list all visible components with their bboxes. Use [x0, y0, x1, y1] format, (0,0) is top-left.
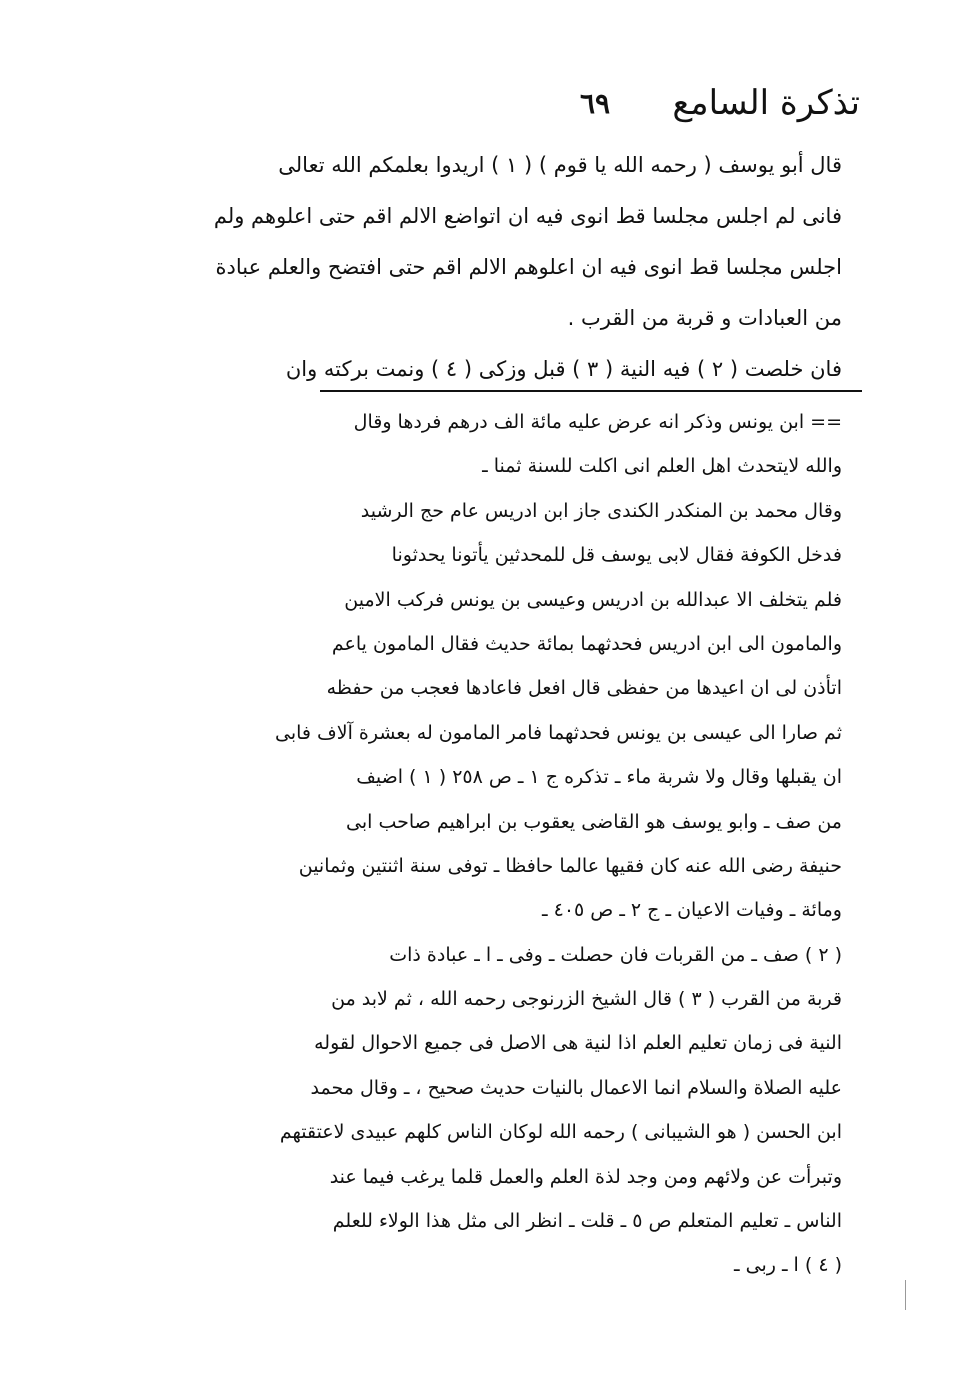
footnote-line: النية فى زمان تعليم العلم اذا لنية هى الاصل فى جميع الاحوال لقوله — [314, 1032, 842, 1055]
footnote-line: فدخل الكوفة فقال لابى يوسف قل للمحدثين يأتونا يحدثونا — [391, 544, 842, 567]
footnote-divider — [320, 390, 862, 392]
footnotes — [275, 400, 842, 1288]
page-header — [300, 78, 860, 138]
main-text-line: اجلس مجلسا قط انوى فيه ان اعلوهم الالم اقم حتى افتضح والعلم عبادة — [215, 255, 842, 279]
footnote-line: اتأذن لى ان اعيدها من حفظى قال افعل فاعادها فعجب من حفظه — [326, 677, 842, 700]
footnote-line: ( ٢ ) صف ـ من القربات فان حصلت ـ وفى ـ ا ـ عبادة ذات — [389, 943, 842, 966]
footnote-line: الناس ـ تعليم المتعلم ص ٥ ـ قلت ـ انظر الى مثل هذا الولاء للعلم — [332, 1210, 842, 1233]
main-text-line: قال أبو يوسف ( رحمه الله يا قوم ) ( ١ ) اريدوا بعلمكم الله تعالى — [278, 153, 842, 177]
footnote-line: وقال محمد بن المنكدر الكندى جاز ابن ادريس عام حج الرشيد — [360, 499, 842, 522]
main-text-line: فانى لم اجلس مجلسا قط انوى فيه ان اتواضع الالم اقم حتى اعلوهم ولم — [213, 204, 842, 228]
footnote-line: ان يقبلها وقال ولا شربة ماء ـ تذكره ج ١ ـ ص ٢٥٨ ( ١ ) اضيف — [356, 766, 842, 789]
page-number: ٦٩ — [580, 87, 611, 120]
footnote-line: والله لايتحدث اهل العلم انى اكلت للسنة ثمنا ـ — [482, 455, 842, 478]
main-text-line: فان خلصت ( ٢ ) فيه النية ( ٣ ) قبل وزكى ( ٤ ) ونمت بركته وان — [285, 357, 842, 381]
footnote-line: == ابن يونس وذكر انه عرض عليه مائة الف درهم فردها وقال — [353, 411, 842, 433]
margin-mark — [905, 1280, 906, 1310]
footnote-line: ( ٤ ) ا ـ ربى ـ — [734, 1254, 842, 1277]
footnote-line: ابن الحسن ( هو الشيبانى ) رحمه الله لوكان الناس كلهم عبيدى لاعتقتهم — [279, 1121, 842, 1144]
footnote-line: من صف ـ وابو يوسف هو القاضى يعقوب بن ابراهيم صاحب ابى — [346, 810, 842, 833]
footnote-line: قربة من القرب ( ٣ ) قال الشيخ الزرنوجى رحمه الله ، ثم لابد من — [331, 988, 842, 1011]
footnote-line: ثم صارا الى عيسى بن يونس فحدثهما فامر المامون له بعشرة آلاف فابى — [275, 721, 842, 744]
main-text-line: من العبادات و قربة من القرب . — [567, 306, 842, 330]
footnote-line: والمامون الى ابن ادريس فحدثهما بمائة حديث فقال المامون ياعم — [331, 632, 842, 655]
running-title: تذكرة السامع — [672, 83, 860, 123]
footnote-line: حنيفة رضى الله عنه كان فقيها عالما حافظا ـ توفى سنة اثنتين وثمانين — [298, 854, 842, 877]
footnote-line: ومائة ـ وفيات الاعيان ـ ج ٢ ـ ص ٤٠٥ ـ — [542, 899, 842, 922]
footnote-line: فلم يتخلف الا عبدالله بن ادريس وعيسى بن يونس فركب الامين — [344, 588, 842, 611]
footnote-line: وتبرأت عن ولائهم ومن وجد لذة العلم والعمل قلما يرغب فيما عند — [329, 1165, 842, 1188]
main-text — [213, 140, 842, 395]
footnote-line: عليه الصلاة والسلام انما الاعمال بالنيات حديث صحيح ، ـ وقال محمد — [310, 1076, 842, 1099]
